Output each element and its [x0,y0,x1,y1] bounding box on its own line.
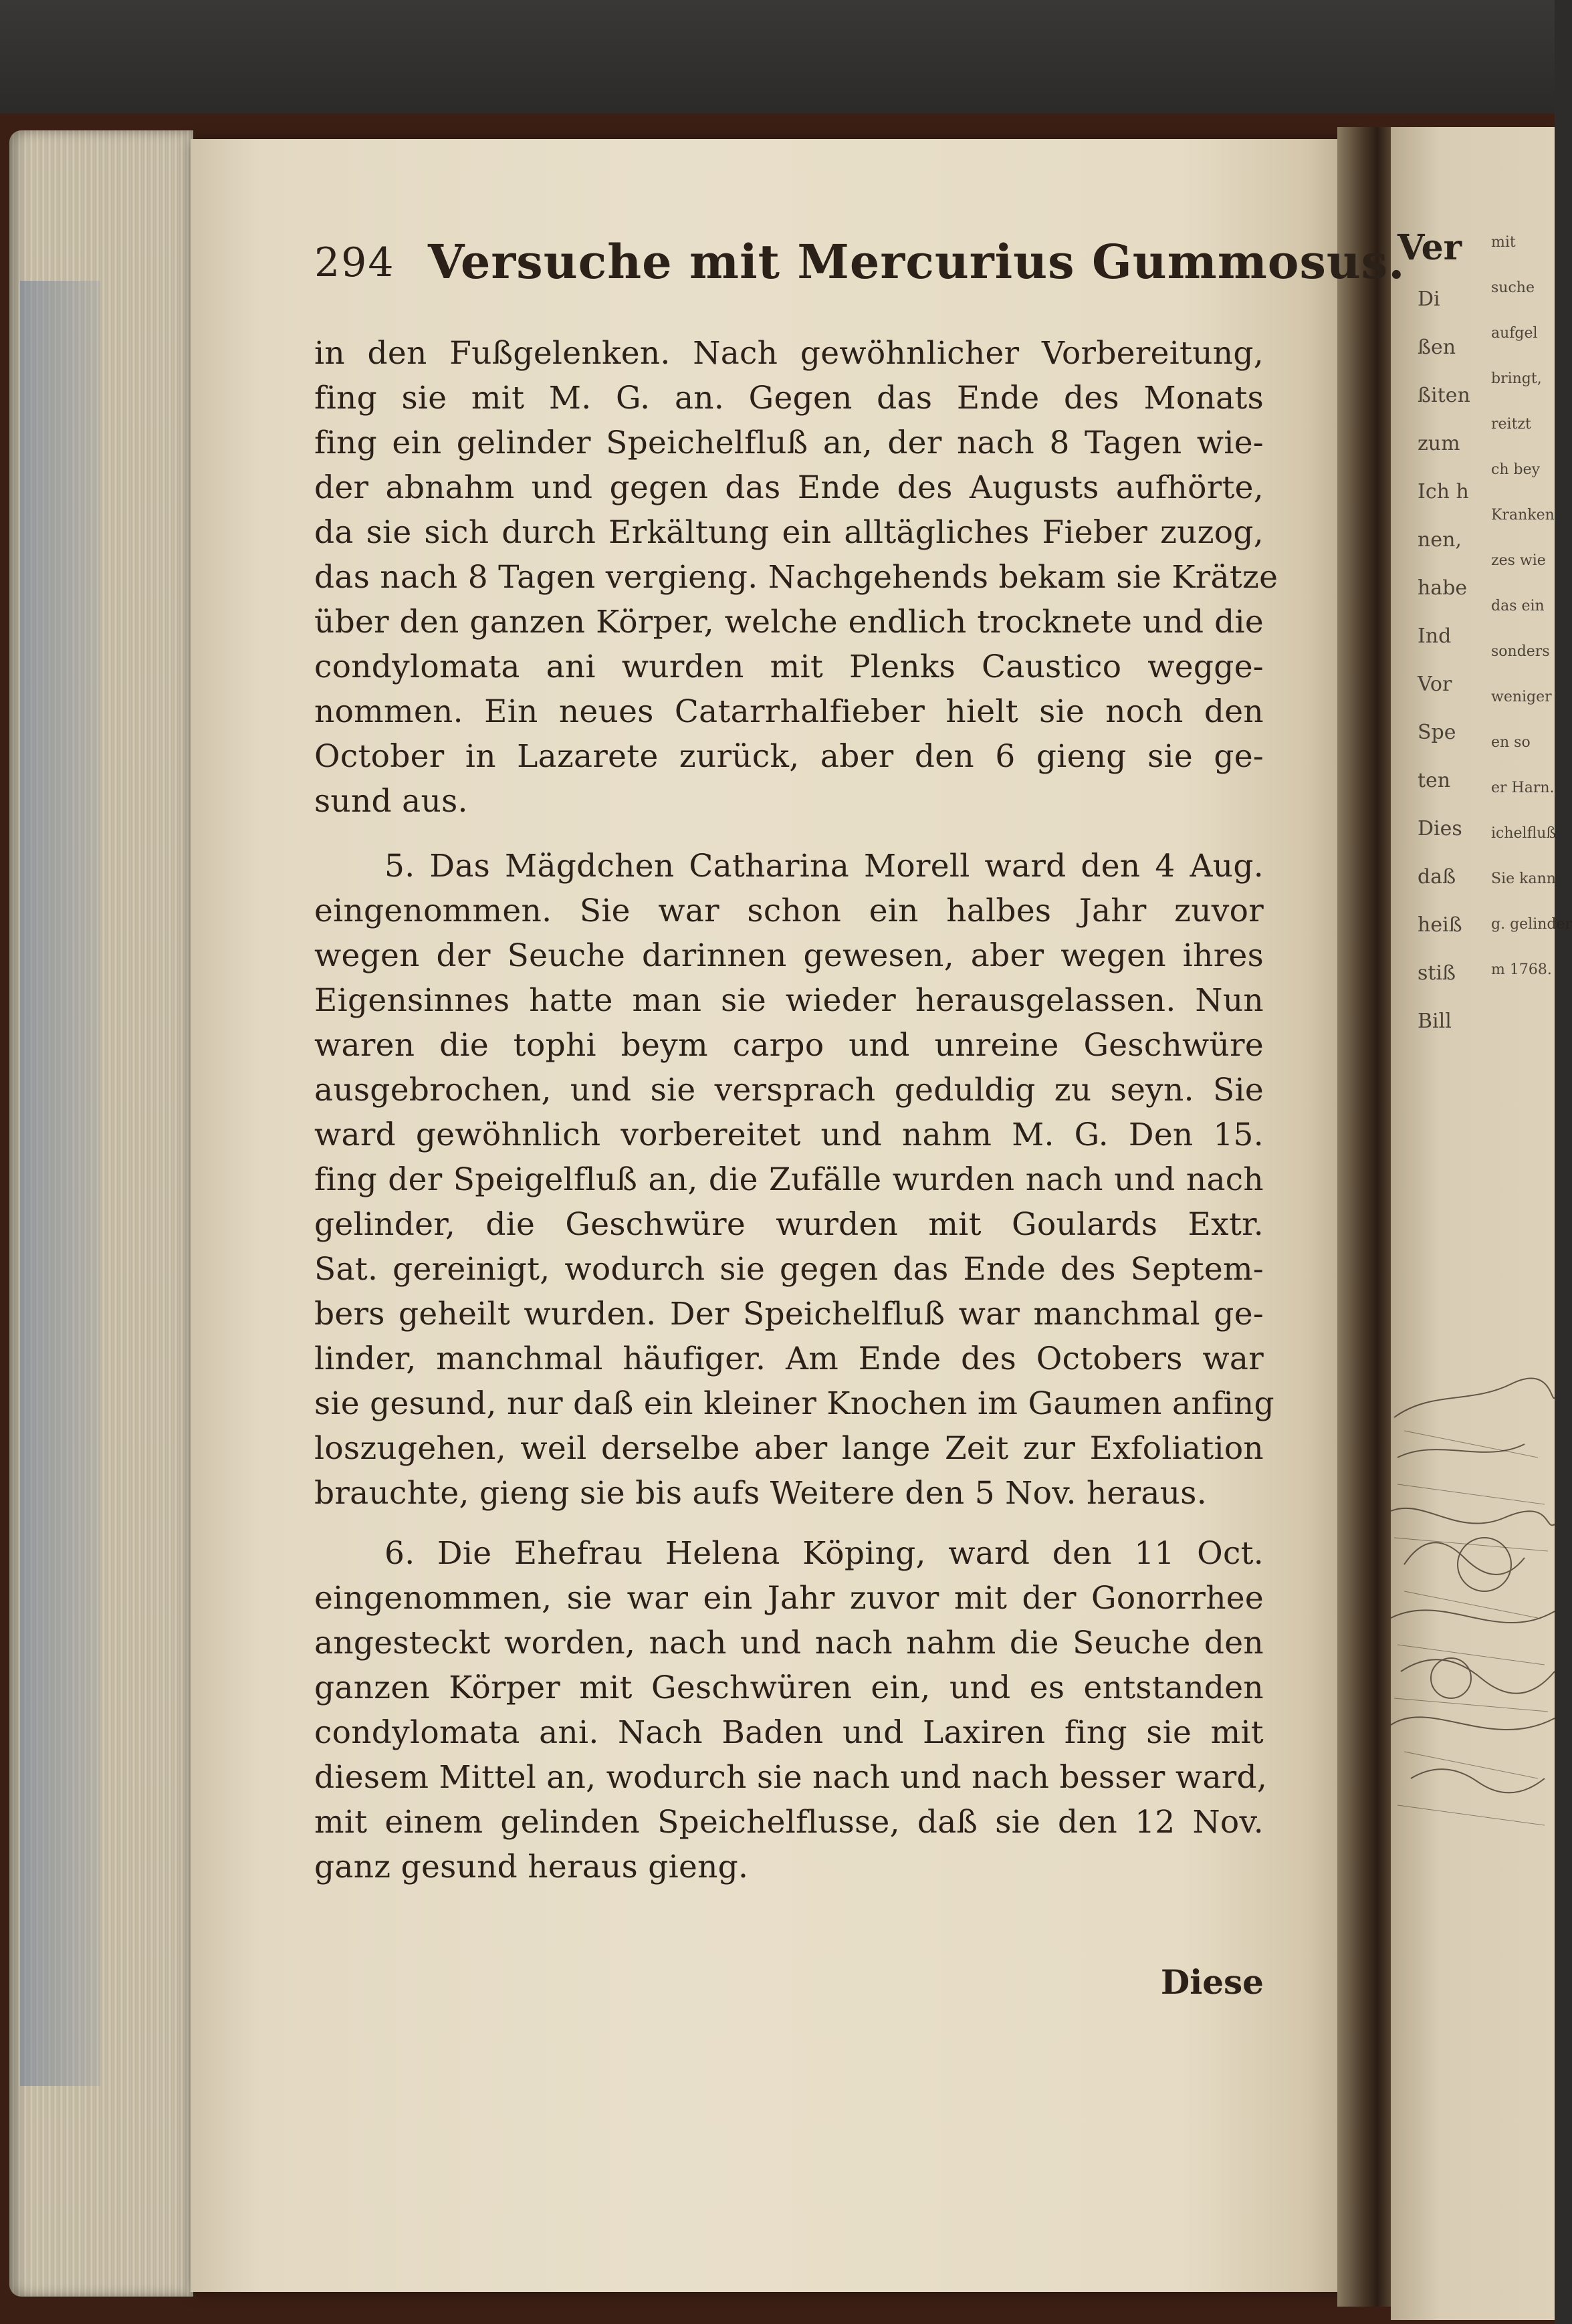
text-line: Sat. gereinigt, wodurch sie gegen das Ende des Septem- [314,1251,1264,1288]
text-line: ganz gesund heraus gieng. [314,1849,749,1885]
text-line: October in Lazarete zurück, aber den 6 gieng sie ge- [314,738,1264,775]
text-line: ausgebrochen, und sie versprach geduldig zu seyn. Sie [314,1072,1264,1109]
facing-page-line: m 1768. [1491,961,1552,978]
facing-page-line: zum [1418,432,1460,455]
facing-page-line: ßen [1418,336,1456,359]
text-line: wegen der Seuche darinnen gewesen, aber wegen ihres [314,937,1264,974]
text-line: Eigensinnes hatte man sie wieder herausgelassen. Nun [314,982,1264,1019]
facing-page-line: daß [1418,865,1456,889]
facing-page-line: bringt, [1491,370,1542,387]
facing-page-line: Spe [1418,721,1456,744]
text-line: in den Fußgelenken. Nach gewöhnlicher Vorbereitung, [314,335,1264,372]
text-line: das nach 8 Tagen vergieng. Nachgehends bekam sie Krätze [314,559,1278,596]
facing-page-line: Kranken [1491,507,1555,524]
facing-page-line: Di [1418,287,1440,311]
text-line: brauchte, gieng sie bis aufs Weitere den 5 Nov. heraus. [314,1475,1207,1512]
text-line: eingenommen, sie war ein Jahr zuvor mit der Gonorrhee [314,1580,1264,1617]
catchword: Diese [1160,1962,1264,2002]
facing-page-line: Ich h [1418,480,1469,503]
facing-page [1391,127,1572,2320]
facing-page-line: ichelfluß [1491,825,1557,842]
text-line: condylomata ani. Nach Baden und Laxiren fing sie mit [314,1714,1264,1751]
facing-page-line: aufgel [1491,325,1538,342]
text-line: über den ganzen Körper, welche endlich trocknete und die [314,604,1264,641]
facing-page-line: mit [1491,234,1516,251]
facing-page-line: stiß [1418,961,1456,985]
book-gutter [1337,127,1394,2307]
facing-page-line: reitzt [1491,416,1531,433]
text-line: gelinder, die Geschwüre wurden mit Goulards Extr. [314,1206,1264,1243]
facing-page-line: habe [1418,576,1468,600]
text-line: sie gesund, nur daß ein kleiner Knochen im Gaumen anfing [314,1385,1274,1422]
running-title: Versuche mit Mercurius Gummosus. [428,234,1406,289]
facing-page-line: ten [1418,769,1451,792]
text-line: condylomata ani wurden mit Plenks Caustico wegge- [314,649,1264,685]
facing-page-line: nen, [1418,528,1462,552]
text-line: bers geheilt wurden. Der Speichelfluß war manchmal ge- [314,1296,1264,1332]
text-line: angesteckt worden, nach und nach nahm die Seuche den [314,1625,1264,1661]
paragraph-case-6 [314,1531,1268,1889]
facing-page-line: suche [1491,279,1535,296]
running-head [314,221,1406,289]
text-line: sund aus. [314,783,468,820]
facing-page-line: Dies [1418,817,1462,840]
text-line: fing der Speigelfluß an, die Zufälle wurden nach und nach [314,1161,1264,1198]
text-line: nommen. Ein neues Catarrhalfieber hielt sie noch den [314,693,1264,730]
text-line: fing ein gelinder Speichelfluß an, der nach 8 Tagen wie- [314,425,1264,461]
text-line: diesem Mittel an, wodurch sie nach und nach besser ward, [314,1759,1268,1796]
facing-page-line: Ind [1418,624,1452,648]
text-line: mit einem gelinden Speichelflusse, daß sie den 12 Nov. [314,1804,1264,1841]
facing-page-line: heiß [1418,913,1462,937]
text-line: loszugehen, weil derselbe aber lange Zeit zur Exfoliation [314,1430,1264,1467]
text-line: fing sie mit M. G. an. Gegen das Ende des Monats [314,380,1264,417]
text-line: ward gewöhnlich vorbereitet und nahm M. G. Den 15. [314,1117,1264,1153]
text-line: eingenommen. Sie war schon ein halbes Jahr zuvor [314,893,1264,929]
text-line: da sie sich durch Erkältung ein alltägliches Fieber zuzog, [314,514,1264,551]
facing-page-line: ch bey [1491,461,1541,478]
facing-page-line: zes wie [1491,552,1546,569]
facing-page-line: Bill [1418,1010,1452,1033]
facing-page-line: Sie kann [1491,870,1556,887]
facing-page-line: en so [1491,734,1531,751]
text-block [314,221,1406,2026]
facing-page-line: das ein [1491,598,1545,614]
facing-page-line: er Harn. [1491,780,1555,796]
engraving-illustration [1391,1364,1555,1872]
text-line: 6. Die Ehefrau Helena Köping, ward den 11 Oct. [384,1535,1264,1572]
facing-page-line: weniger [1491,689,1552,705]
paragraph-case-5 [314,844,1274,1516]
facing-page-line: g. gelinder [1491,916,1572,933]
page-edge-tint [20,281,100,2086]
text-line: linder, manchmal häufiger. Am Ende des Octobers war [314,1341,1264,1377]
facing-page-heading: Ver [1397,227,1462,268]
text-line: waren die tophi beym carpo und unreine Geschwüre [314,1027,1264,1064]
facing-page-line: Vor [1418,673,1452,696]
text-line: 5. Das Mägdchen Catharina Morell ward den 4 Aug. [384,848,1264,885]
facing-page-text [1391,127,1572,2320]
text-line: der abnahm und gegen das Ende des Augusts aufhörte, [314,469,1264,506]
page-number: 294 [314,239,395,286]
facing-page-line: sonders [1491,643,1550,660]
facing-page-line: ßiten [1418,384,1470,407]
paragraph-continuation [314,331,1278,824]
text-line: ganzen Körper mit Geschwüren ein, und es entstanden [314,1669,1264,1706]
